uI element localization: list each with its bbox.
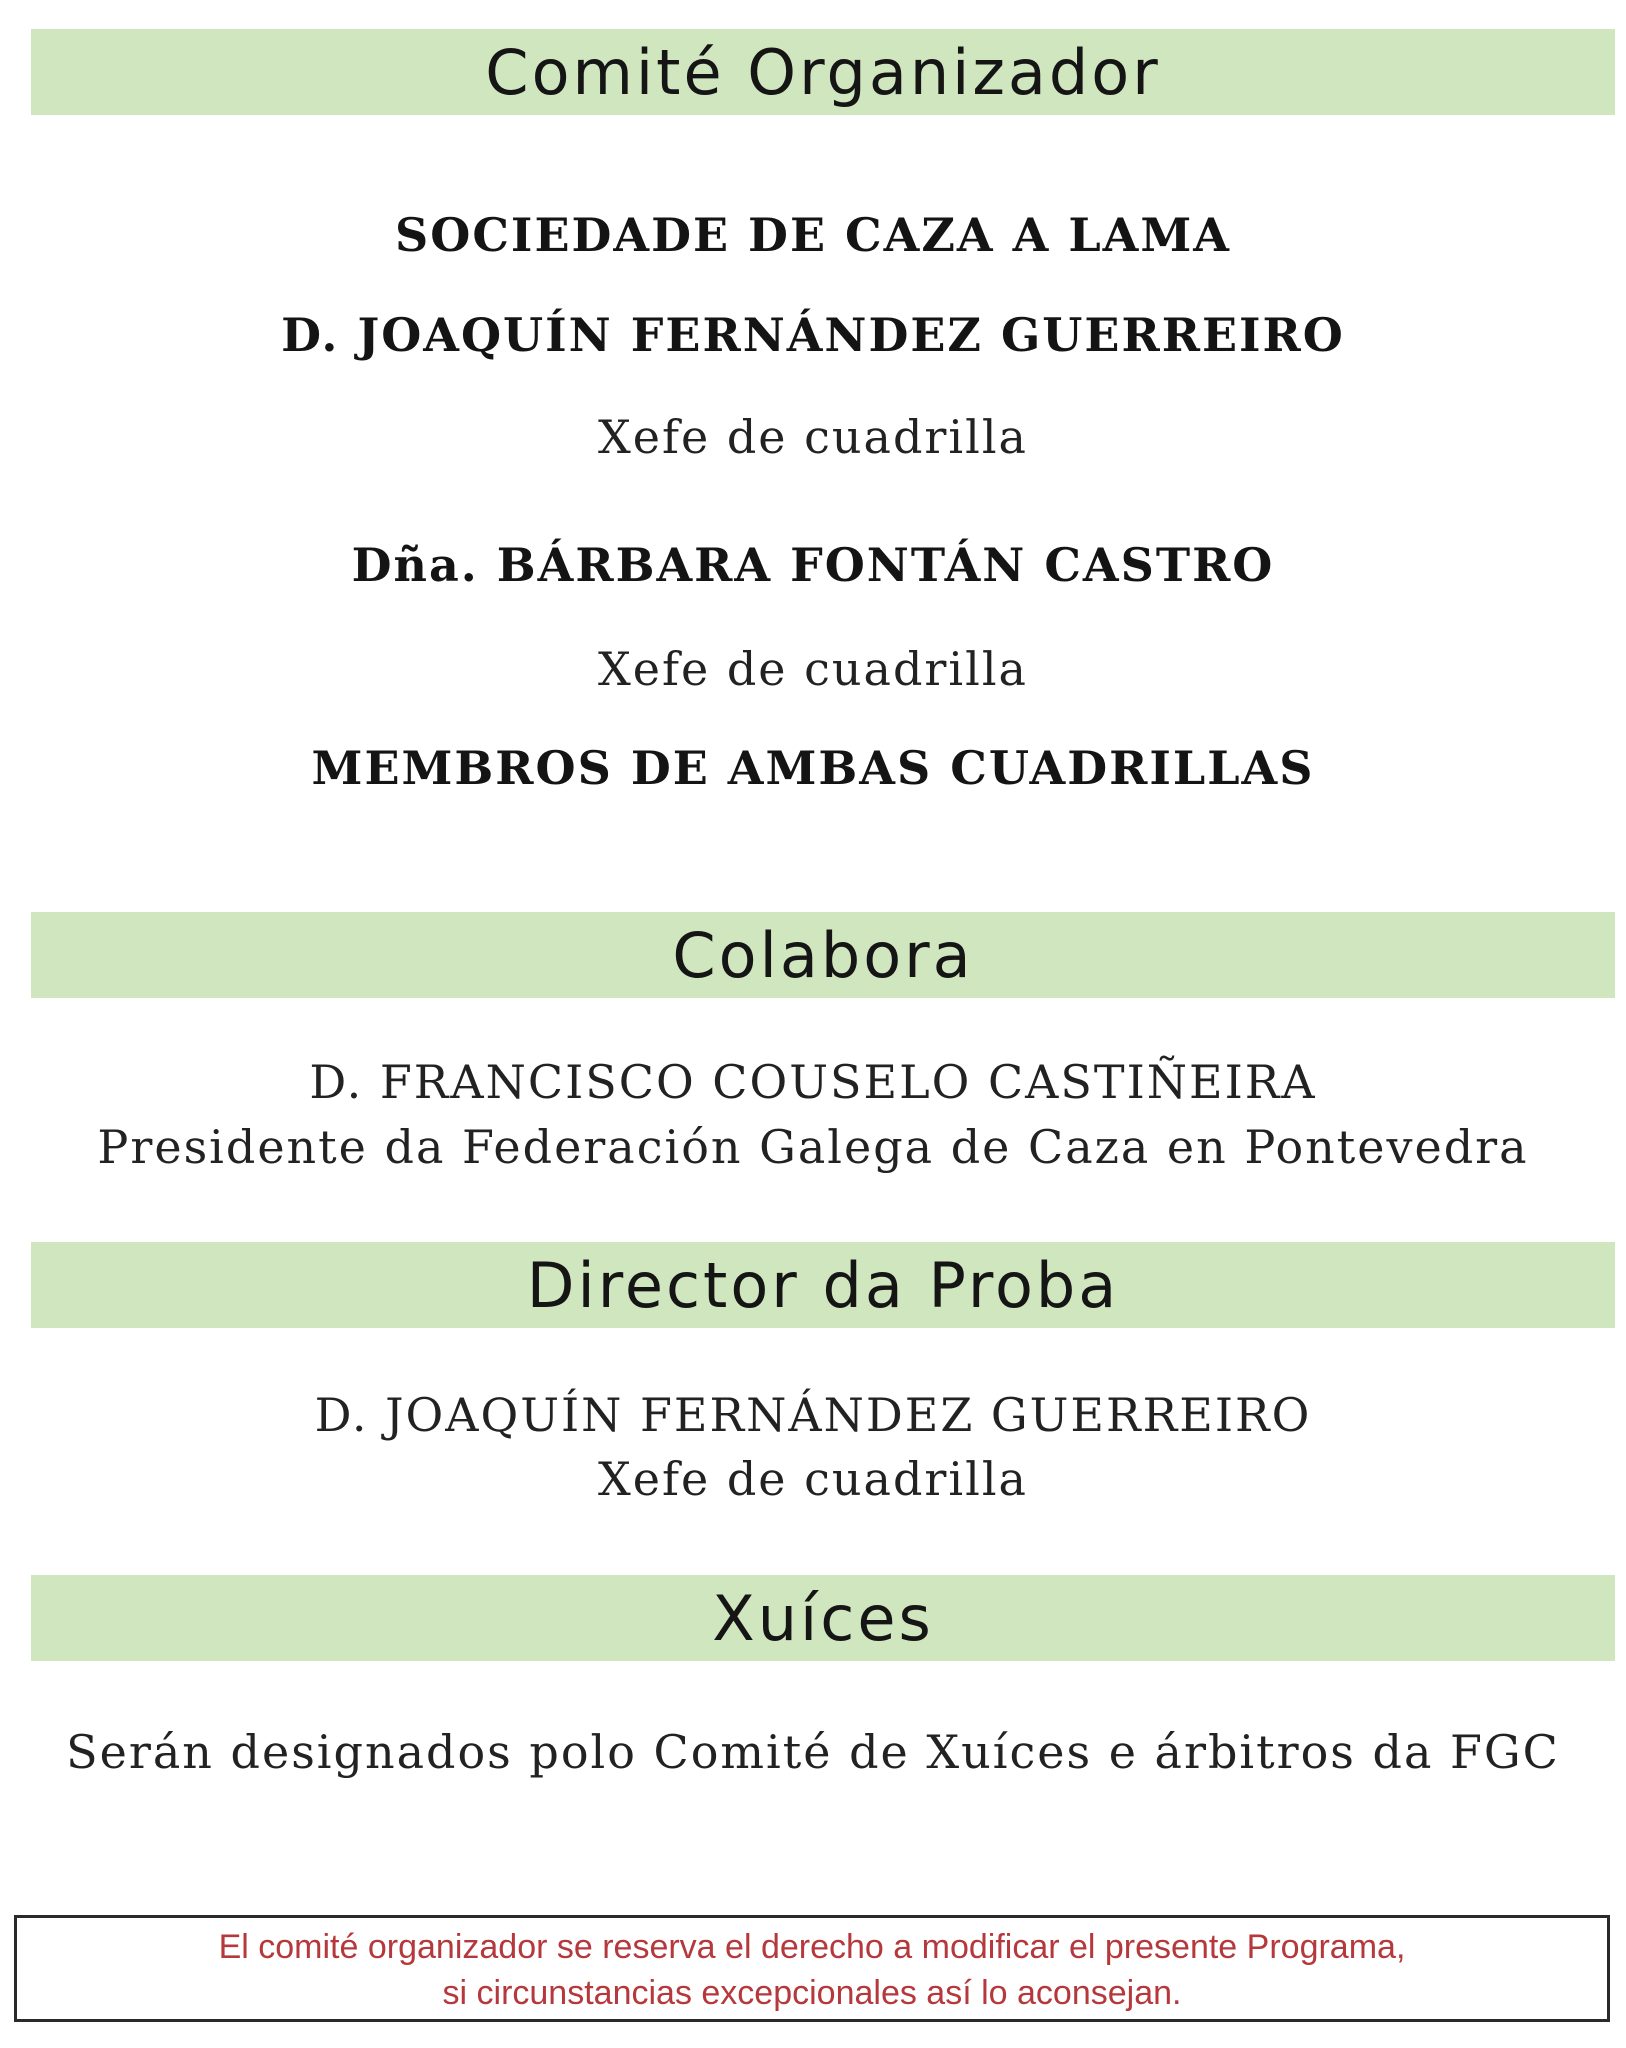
disclaimer-line: El comité organizador se reserva el derecho a modificar el presente Programa, — [218, 1928, 1406, 1966]
disclaimer-line: si circunstancias excepcionales así lo aconsejan. — [442, 1974, 1182, 2012]
members-line: MEMBROS DE AMBAS CUADRILLAS — [311, 741, 1315, 795]
section-header-xuices — [31, 1575, 1615, 1661]
section-title: Xuíces — [712, 1581, 934, 1655]
disclaimer-box — [14, 1915, 1610, 2022]
person-name: D. JOAQUÍN FERNÁNDEZ GUERREIRO — [314, 1388, 1312, 1442]
person-role: Xefe de cuadrilla — [598, 410, 1028, 464]
person-role: Xefe de cuadrilla — [598, 1452, 1028, 1506]
person-name: D. FRANCISCO COUSELO CASTIÑEIRA — [309, 1055, 1317, 1109]
person-role: Xefe de cuadrilla — [598, 642, 1028, 696]
organizer-name: SOCIEDADE DE CAZA A LAMA — [395, 208, 1231, 262]
section-header-comite — [31, 29, 1615, 115]
person-role: Presidente da Federación Galega de Caza en Pontevedra — [97, 1120, 1529, 1174]
section-header-colabora — [31, 912, 1615, 998]
judges-text: Serán designados polo Comité de Xuíces e árbitros da FGC — [66, 1725, 1560, 1779]
person-name: Dña. BÁRBARA FONTÁN CASTRO — [351, 538, 1275, 592]
person-name: D. JOAQUÍN FERNÁNDEZ GUERREIRO — [281, 308, 1345, 362]
section-title: Colabora — [672, 918, 974, 992]
section-header-director — [31, 1242, 1615, 1328]
section-title: Director da Proba — [526, 1248, 1120, 1322]
section-title: Comité Organizador — [485, 35, 1161, 109]
